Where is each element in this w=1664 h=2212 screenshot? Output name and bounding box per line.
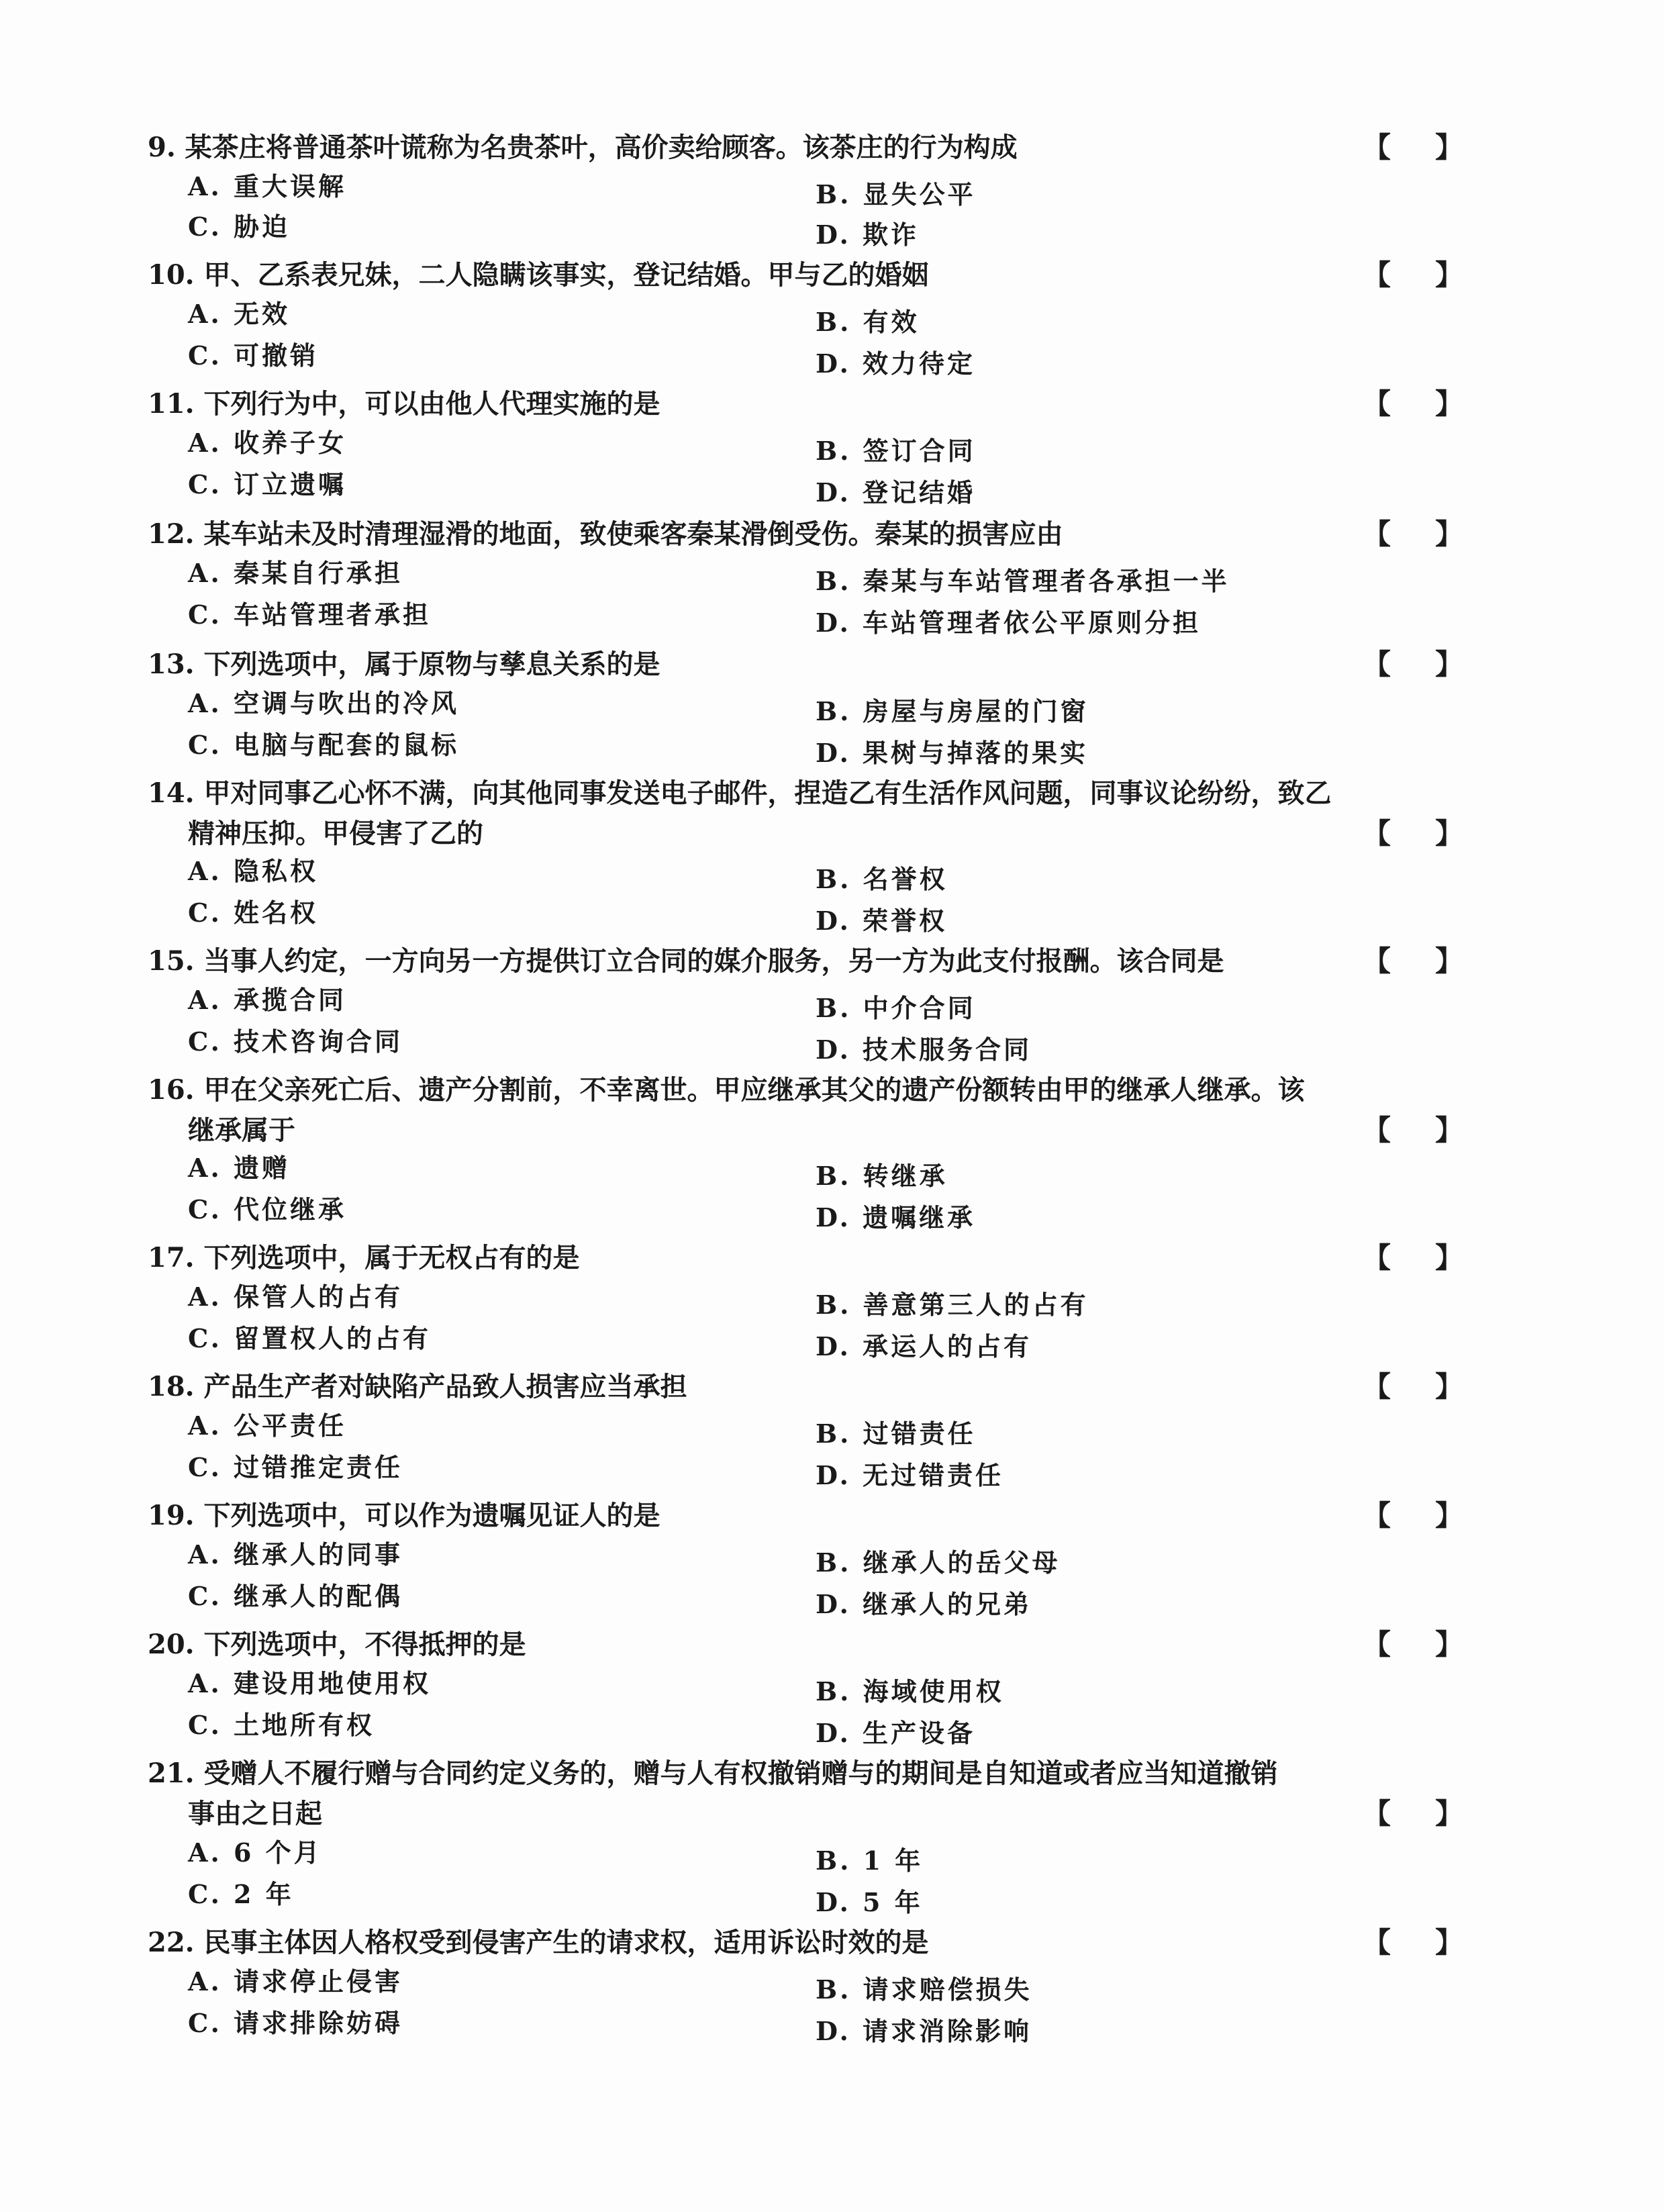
option-d: D. 承运人的占有 bbox=[816, 1331, 1032, 1361]
option-c: C. 过错推定责任 bbox=[188, 1452, 403, 1482]
bracket-close: 】 bbox=[1434, 945, 1463, 977]
question-stem-21-cont: 事由之日起 bbox=[188, 1798, 322, 1829]
bracket-open: 【 bbox=[1363, 1114, 1391, 1147]
bracket-close: 】 bbox=[1434, 648, 1463, 681]
bracket-open: 【 bbox=[1363, 648, 1391, 681]
answer-bracket-11[interactable] bbox=[1363, 384, 1463, 424]
option-a: A. 秦某自行承担 bbox=[188, 558, 403, 588]
bracket-close: 】 bbox=[1434, 131, 1463, 164]
option-a: A. 空调与吹出的冷风 bbox=[188, 688, 459, 718]
option-b: B. 名誉权 bbox=[816, 864, 948, 894]
answer-bracket-10[interactable] bbox=[1363, 255, 1463, 295]
bracket-close: 】 bbox=[1434, 258, 1463, 291]
bracket-open: 【 bbox=[1363, 1370, 1391, 1403]
option-c: C. 土地所有权 bbox=[188, 1710, 375, 1740]
option-d: D. 继承人的兄弟 bbox=[816, 1589, 1032, 1619]
bracket-open: 【 bbox=[1363, 817, 1391, 850]
option-a: A. 隐私权 bbox=[188, 856, 318, 886]
answer-bracket-16[interactable] bbox=[1363, 1110, 1463, 1151]
answer-bracket-15[interactable] bbox=[1363, 941, 1463, 981]
bracket-close: 】 bbox=[1434, 1114, 1463, 1147]
option-c: C. 代位继承 bbox=[188, 1194, 347, 1224]
question-stem-14-cont: 精神压抑。甲侵害了乙的 bbox=[188, 818, 483, 849]
option-b: B. 显失公平 bbox=[816, 179, 976, 209]
option-b: B. 善意第三人的占有 bbox=[816, 1290, 1089, 1320]
option-d: D. 生产设备 bbox=[816, 1718, 976, 1748]
option-b: B. 转继承 bbox=[816, 1161, 948, 1191]
option-b: B. 海域使用权 bbox=[816, 1676, 1004, 1706]
answer-bracket-13[interactable] bbox=[1363, 644, 1463, 685]
option-c: C. 电脑与配套的鼠标 bbox=[188, 730, 460, 760]
option-d: D. 效力待定 bbox=[816, 348, 976, 379]
option-a: A. 建设用地使用权 bbox=[188, 1668, 431, 1698]
option-c: C. 车站管理者承担 bbox=[188, 599, 432, 630]
answer-bracket-12[interactable] bbox=[1363, 514, 1463, 555]
option-c: C. 订立遗嘱 bbox=[188, 469, 347, 499]
bracket-close: 】 bbox=[1434, 1241, 1463, 1274]
bracket-close: 】 bbox=[1434, 817, 1463, 850]
option-d: D. 无过错责任 bbox=[816, 1460, 1004, 1490]
answer-bracket-14[interactable] bbox=[1363, 814, 1463, 854]
option-a: A. 收养子女 bbox=[188, 428, 346, 458]
option-d: D. 登记结婚 bbox=[816, 477, 976, 508]
option-c: C. 留置权人的占有 bbox=[188, 1323, 432, 1353]
answer-bracket-17[interactable] bbox=[1363, 1238, 1463, 1278]
option-d: D. 荣誉权 bbox=[816, 906, 948, 936]
answer-bracket-22[interactable] bbox=[1363, 1923, 1463, 1963]
option-d: D. 欺诈 bbox=[816, 220, 920, 250]
question-stem-16-cont: 继承属于 bbox=[188, 1114, 295, 1146]
option-a: A. 公平责任 bbox=[188, 1410, 346, 1441]
bracket-open: 【 bbox=[1363, 1628, 1391, 1661]
option-c: C. 继承人的配偶 bbox=[188, 1581, 403, 1611]
question-stem-13: 13. 下列选项中，属于原物与孳息关系的是 bbox=[148, 648, 660, 680]
bracket-close: 】 bbox=[1434, 1797, 1463, 1830]
option-d: D. 5 年 bbox=[816, 1887, 923, 1917]
answer-bracket-9[interactable] bbox=[1363, 128, 1463, 168]
bracket-open: 【 bbox=[1363, 1797, 1391, 1830]
question-stem-22: 22. 民事主体因人格权受到侵害产生的请求权，适用诉讼时效的是 bbox=[148, 1927, 929, 1958]
bracket-open: 【 bbox=[1363, 387, 1391, 420]
question-stem-14: 14. 甲对同事乙心怀不满，向其他同事发送电子邮件，捏造乙有生活作风问题，同事议论纷纷，致乙 bbox=[148, 777, 1332, 809]
question-stem-10: 10. 甲、乙系表兄妹，二人隐瞒该事实，登记结婚。甲与乙的婚姻 bbox=[148, 259, 929, 291]
option-b: B. 秦某与车站管理者各承担一半 bbox=[816, 566, 1230, 596]
option-d: D. 遗嘱继承 bbox=[816, 1202, 976, 1233]
bracket-open: 【 bbox=[1363, 1499, 1391, 1532]
option-a: A. 重大误解 bbox=[188, 171, 346, 201]
option-c: C. 技术咨询合同 bbox=[188, 1026, 403, 1057]
bracket-close: 】 bbox=[1434, 1926, 1463, 1959]
bracket-close: 】 bbox=[1434, 1370, 1463, 1403]
option-d: D. 果树与掉落的果实 bbox=[816, 738, 1089, 768]
option-a: A. 请求停止侵害 bbox=[188, 1966, 403, 1997]
option-a: A. 继承人的同事 bbox=[188, 1539, 403, 1570]
answer-bracket-19[interactable] bbox=[1363, 1496, 1463, 1536]
question-stem-19: 19. 下列选项中，可以作为遗嘱见证人的是 bbox=[148, 1500, 660, 1531]
option-c: C. 请求排除妨碍 bbox=[188, 2008, 403, 2038]
option-c: C. 胁迫 bbox=[188, 211, 291, 242]
option-d: D. 技术服务合同 bbox=[816, 1035, 1032, 1065]
answer-bracket-18[interactable] bbox=[1363, 1367, 1463, 1407]
option-d: D. 车站管理者依公平原则分担 bbox=[816, 608, 1202, 638]
bracket-open: 【 bbox=[1363, 945, 1391, 977]
question-stem-11: 11. 下列行为中，可以由他人代理实施的是 bbox=[148, 388, 660, 420]
option-b: B. 有效 bbox=[816, 307, 920, 337]
bracket-open: 【 bbox=[1363, 1241, 1391, 1274]
option-b: B. 1 年 bbox=[816, 1845, 924, 1876]
question-stem-15: 15. 当事人约定，一方向另一方提供订立合同的媒介服务，另一方为此支付报酬。该合同是 bbox=[148, 945, 1224, 977]
bracket-open: 【 bbox=[1363, 518, 1391, 550]
option-b: B. 请求赔偿损失 bbox=[816, 1974, 1032, 2005]
question-stem-17: 17. 下列选项中，属于无权占有的是 bbox=[148, 1242, 580, 1273]
bracket-close: 】 bbox=[1434, 1628, 1463, 1661]
option-a: A. 无效 bbox=[188, 299, 290, 329]
bracket-open: 【 bbox=[1363, 131, 1391, 164]
question-stem-16: 16. 甲在父亲死亡后、遗产分割前，不幸离世。甲应继承其父的遗产份额转由甲的继承人继承。该 bbox=[148, 1074, 1305, 1106]
option-c: C. 姓名权 bbox=[188, 898, 319, 928]
bracket-open: 【 bbox=[1363, 1926, 1391, 1959]
option-a: A. 承揽合同 bbox=[188, 985, 346, 1015]
answer-bracket-20[interactable] bbox=[1363, 1625, 1463, 1665]
question-stem-12: 12. 某车站未及时清理湿滑的地面，致使乘客秦某滑倒受伤。秦某的损害应由 bbox=[148, 518, 1063, 550]
question-stem-18: 18. 产品生产者对缺陷产品致人损害应当承担 bbox=[148, 1371, 687, 1402]
option-b: B. 房屋与房屋的门窗 bbox=[816, 696, 1089, 726]
option-b: B. 签订合同 bbox=[816, 436, 976, 466]
option-a: A. 6 个月 bbox=[188, 1837, 322, 1868]
option-d: D. 请求消除影响 bbox=[816, 2016, 1032, 2046]
option-c: C. 可撤销 bbox=[188, 340, 319, 371]
bracket-close: 】 bbox=[1434, 518, 1463, 550]
option-c: C. 2 年 bbox=[188, 1879, 294, 1909]
option-b: B. 继承人的岳父母 bbox=[816, 1547, 1061, 1578]
question-stem-9: 9. 某茶庄将普通茶叶谎称为名贵茶叶，高价卖给顾客。该茶庄的行为构成 bbox=[148, 132, 1018, 163]
bracket-close: 】 bbox=[1434, 1499, 1463, 1532]
option-b: B. 中介合同 bbox=[816, 993, 976, 1023]
option-a: A. 遗赠 bbox=[188, 1153, 290, 1183]
option-a: A. 保管人的占有 bbox=[188, 1282, 403, 1312]
option-b: B. 过错责任 bbox=[816, 1418, 976, 1449]
question-stem-21: 21. 受赠人不履行赠与合同约定义务的，赠与人有权撤销赠与的期间是自知道或者应当知道撤销 bbox=[148, 1758, 1278, 1789]
bracket-close: 】 bbox=[1434, 387, 1463, 420]
bracket-open: 【 bbox=[1363, 258, 1391, 291]
question-stem-20: 20. 下列选项中，不得抵押的是 bbox=[148, 1629, 526, 1660]
answer-bracket-21[interactable] bbox=[1363, 1794, 1463, 1834]
